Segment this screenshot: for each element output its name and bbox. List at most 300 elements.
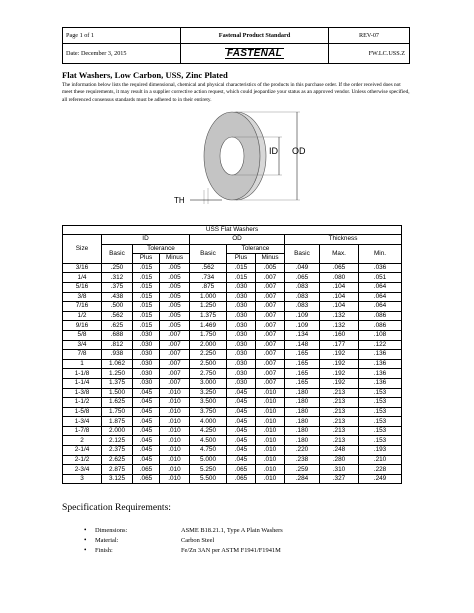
table-cell: .938 [102,350,133,360]
table-cell: .213 [320,407,359,417]
thickness-header: Thickness [285,235,402,245]
table-cell: .180 [285,436,320,446]
spec-item-finish [84,545,283,555]
table-cell: .010 [256,446,285,456]
spec-item-material [84,535,283,545]
table-cell: .238 [285,455,320,465]
thickness-basic-header: Basic [285,244,320,263]
document-date: Date: December 3, 2015 [63,44,181,64]
table-cell: .010 [256,388,285,398]
thickness-min-header: Min. [359,244,402,263]
table-cell: .010 [256,407,285,417]
table-cell: .010 [160,455,190,465]
table-cell: .015 [133,302,160,312]
spec-label: Finish: [95,546,113,554]
table-cell: .045 [133,398,160,408]
table-cell: 5.000 [190,455,227,465]
table-cell: .030 [133,330,160,340]
table-cell: .007 [256,340,285,350]
table-row [63,263,402,273]
table-cell: .180 [285,388,320,398]
table-cell: .109 [285,311,320,321]
table-cell: 1-1/4 [63,378,102,388]
table-cell: 2-1/2 [63,455,102,465]
table-cell: .213 [320,388,359,398]
table-row [63,302,402,312]
table-cell: .005 [160,311,190,321]
table-cell: 1-1/8 [63,369,102,379]
table-cell: .007 [256,302,285,312]
table-row [63,350,402,360]
table-cell: 1.625 [102,398,133,408]
table-body [63,263,402,484]
spec-label: Dimensions: [95,526,128,534]
table-cell: 1.375 [102,378,133,388]
table-cell: 1-7/8 [63,426,102,436]
th-label: TH [174,196,185,205]
table-cell: 1-3/8 [63,388,102,398]
table-cell: 9/16 [63,321,102,331]
table-cell: .010 [256,474,285,484]
table-cell: 7/8 [63,350,102,360]
table-cell: .109 [285,321,320,331]
table-cell: .327 [320,474,359,484]
table-cell: .007 [160,378,190,388]
table-cell: 1.875 [102,417,133,427]
spec-label: Material: [95,536,119,544]
table-cell: .045 [227,417,256,427]
table-row [63,321,402,331]
table-cell: .007 [160,350,190,360]
table-cell: 1.750 [190,330,227,340]
table-cell: .045 [227,446,256,456]
table-cell: .010 [160,474,190,484]
table-cell: .007 [160,340,190,350]
table-cell: 5/16 [63,282,102,292]
table-cell: .007 [256,369,285,379]
table-cell: .165 [285,369,320,379]
table-cell: .045 [133,446,160,456]
table-cell: .030 [133,359,160,369]
od-tolerance-header: Tolerance [227,244,285,254]
table-cell: .250 [102,263,133,273]
table-cell: 2-1/4 [63,446,102,456]
table-row [63,436,402,446]
washer-hole [220,137,244,175]
table-cell: 3.750 [190,407,227,417]
table-cell: 1-5/8 [63,407,102,417]
spec-list [84,525,283,555]
table-cell: .153 [359,426,402,436]
table-row [63,426,402,436]
table-cell: .064 [359,292,402,302]
table-cell: .180 [285,426,320,436]
table-cell: .010 [256,455,285,465]
table-cell: .007 [256,321,285,331]
logo-text: FASTENAL [226,48,283,59]
table-cell: .015 [133,263,160,273]
table-cell: .083 [285,302,320,312]
id-label: ID [269,146,278,156]
table-cell: .045 [133,455,160,465]
table-cell: .108 [359,330,402,340]
table-cell: .030 [133,378,160,388]
table-cell: 5.250 [190,465,227,475]
table-row [63,369,402,379]
table-cell: .010 [160,398,190,408]
table-cell: .051 [359,273,402,283]
table-cell: 3/8 [63,292,102,302]
table-cell: .562 [190,263,227,273]
table-cell: 1.500 [102,388,133,398]
table-cell: .007 [256,378,285,388]
table-cell: .177 [320,340,359,350]
table-cell: .045 [227,388,256,398]
table-row [63,292,402,302]
table-cell: .136 [359,378,402,388]
table-cell: 1/4 [63,273,102,283]
spec-value: ASME B18.21.1, Type A Plain Washers [181,526,283,534]
table-cell: 2.000 [102,426,133,436]
table-cell: .213 [320,398,359,408]
table-cell: .010 [160,426,190,436]
table-cell: .165 [285,378,320,388]
page-number: Page 1 of 1 [63,28,181,44]
table-cell: 3 [63,474,102,484]
revision: REV-07 [329,28,410,44]
table-cell: .007 [256,292,285,302]
table-cell: .213 [320,436,359,446]
table-cell: .180 [285,398,320,408]
table-cell: .249 [359,474,402,484]
table-row [63,388,402,398]
table-cell: .015 [227,263,256,273]
table-cell: .086 [359,321,402,331]
table-cell: .065 [227,465,256,475]
table-cell: .284 [285,474,320,484]
table-cell: .010 [160,417,190,427]
table-cell: .065 [133,474,160,484]
table-cell: .136 [359,369,402,379]
table-cell: 1.750 [102,407,133,417]
table-cell: .280 [320,455,359,465]
id-tolerance-header: Tolerance [133,244,190,254]
table-cell: .007 [256,273,285,283]
table-row [63,359,402,369]
table-cell: .005 [256,263,285,273]
table-cell: 2-3/4 [63,465,102,475]
id-basic-header: Basic [102,244,133,263]
table-cell: .015 [133,273,160,283]
table-cell: .007 [256,311,285,321]
table-row [63,465,402,475]
table-cell: 2.750 [190,369,227,379]
table-cell: .030 [133,350,160,360]
bullet: • [84,546,87,554]
page-title: Flat Washers, Low Carbon, USS, Zinc Plated [62,70,228,80]
table-cell: .045 [227,455,256,465]
table-cell: 1.000 [190,292,227,302]
document-number: FW.LC.USS.Z [329,44,410,64]
intro-paragraph: The information below lists the required dimensional, chemical and physical characteristics of the products in this purchase order. If the order received does not meet these requirements, it may result in a supplier corrective action request, which could jeopardize your status as an approved vendor. Unless otherwise specified, all referenced consensus standards must be adhered to in their entirety. [62,82,410,103]
table-cell: .213 [320,417,359,427]
table-cell: .045 [227,436,256,446]
table-cell: .030 [227,292,256,302]
table-cell: 1-3/4 [63,417,102,427]
table-cell: .065 [320,263,359,273]
table-cell: .010 [160,446,190,456]
table-cell: 5/8 [63,330,102,340]
table-cell: .045 [227,407,256,417]
table-row [63,273,402,283]
table-cell: .036 [359,263,402,273]
table-cell: .010 [160,407,190,417]
table-cell: .165 [285,350,320,360]
table-cell: .005 [160,302,190,312]
table-cell: .007 [256,350,285,360]
table-cell: .015 [133,292,160,302]
table-cell: .010 [160,388,190,398]
table-cell: .104 [320,282,359,292]
table-cell: .213 [320,426,359,436]
table-cell: .030 [227,302,256,312]
od-minus-header: Minus [256,254,285,264]
table-cell: .192 [320,369,359,379]
table-cell: 1-1/2 [63,398,102,408]
table-cell: 4.500 [190,436,227,446]
table-cell: 4.000 [190,417,227,427]
table-cell: .165 [285,359,320,369]
table-cell: .007 [256,282,285,292]
table-cell: .005 [160,273,190,283]
table-cell: 3.500 [190,398,227,408]
table-cell: .015 [227,273,256,283]
table-cell: .045 [133,436,160,446]
table-cell: .160 [320,330,359,340]
table-cell: 2.625 [102,455,133,465]
table-cell: .104 [320,292,359,302]
table-cell: .030 [227,378,256,388]
table-cell: .064 [359,302,402,312]
table-cell: .375 [102,282,133,292]
table-cell: .007 [160,359,190,369]
table-cell: 2.250 [190,350,227,360]
table-cell: .045 [227,398,256,408]
table-cell: .134 [285,330,320,340]
table-cell: 2.875 [102,465,133,475]
table-cell: .015 [133,311,160,321]
uss-flat-washers-table [62,225,402,484]
table-cell: .010 [256,436,285,446]
table-cell: .136 [359,359,402,369]
id-header: ID [102,235,190,245]
table-cell: .030 [227,282,256,292]
table-cell: .310 [320,465,359,475]
od-plus-header: Plus [227,254,256,264]
table-cell: .007 [160,369,190,379]
table-cell: .065 [133,465,160,475]
spec-value: Fe/Zn 3AN per ASTM F1941/F1941M [181,546,281,554]
table-cell: 2 [63,436,102,446]
table-cell: .007 [256,359,285,369]
table-cell: .045 [227,426,256,436]
table-cell: .030 [133,369,160,379]
table-cell: .812 [102,340,133,350]
table-cell: .132 [320,321,359,331]
table-cell: .010 [256,426,285,436]
table-cell: .030 [227,330,256,340]
table-cell: 3/16 [63,263,102,273]
id-minus-header: Minus [160,254,190,264]
table-cell: .015 [133,321,160,331]
table-cell: .010 [160,436,190,446]
table-row [63,282,402,292]
table-cell: 2.125 [102,436,133,446]
table-cell: 5.500 [190,474,227,484]
table-cell: .153 [359,388,402,398]
od-header: OD [190,235,285,245]
table-cell: .083 [285,282,320,292]
table-cell: 1.375 [190,311,227,321]
table-cell: .312 [102,273,133,283]
table-row [63,311,402,321]
table-cell: .104 [320,302,359,312]
table-row [63,446,402,456]
table-cell: .030 [227,369,256,379]
table-cell: 3/4 [63,340,102,350]
table-cell: .010 [256,398,285,408]
table-cell: .122 [359,340,402,350]
table-cell: .007 [160,330,190,340]
bullet: • [84,526,87,534]
table-cell: .734 [190,273,227,283]
table-cell: .192 [320,359,359,369]
table-cell: .015 [133,282,160,292]
table-cell: .153 [359,417,402,427]
table-cell: 1.062 [102,359,133,369]
table-cell: 2.375 [102,446,133,456]
table-cell: .030 [227,350,256,360]
table-row [63,474,402,484]
table-cell: 4.750 [190,446,227,456]
table-cell: .045 [133,417,160,427]
od-basic-header: Basic [190,244,227,263]
thickness-max-header: Max. [320,244,359,263]
spec-item-dimensions [84,525,283,535]
table-row [63,407,402,417]
table-cell: .136 [359,350,402,360]
table-cell: .005 [160,321,190,331]
standard-title: Fastenal Product Standard [181,28,329,44]
table-caption: USS Flat Washers [63,226,402,235]
table-cell: .030 [227,359,256,369]
table-cell: .010 [256,465,285,475]
table-cell: .065 [285,273,320,283]
table-cell: .030 [133,340,160,350]
table-cell: .438 [102,292,133,302]
bullet: • [84,536,87,544]
table-cell: 3.000 [190,378,227,388]
table-row [63,417,402,427]
od-label: OD [292,146,306,156]
table-cell: .005 [160,263,190,273]
table-row [63,340,402,350]
table-cell: .010 [160,465,190,475]
table-cell: .180 [285,407,320,417]
table-cell: 1.250 [190,302,227,312]
table-cell: .049 [285,263,320,273]
table-cell: .080 [320,273,359,283]
table-cell: .005 [160,282,190,292]
table-row [63,398,402,408]
table-row [63,330,402,340]
table-cell: .192 [320,350,359,360]
table-cell: .132 [320,311,359,321]
table-cell: .153 [359,398,402,408]
size-header: Size [63,235,102,264]
table-cell: .153 [359,407,402,417]
table-cell: .220 [285,446,320,456]
table-cell: .192 [320,378,359,388]
table-cell: .210 [359,455,402,465]
table-cell: .064 [359,282,402,292]
table-cell: .228 [359,465,402,475]
table-row [63,378,402,388]
table-cell: 1/2 [63,311,102,321]
table-cell: 3.125 [102,474,133,484]
table-cell: 1.250 [102,369,133,379]
table-cell: .193 [359,446,402,456]
spec-title: Specification Requirements: [62,502,171,513]
table-cell: .045 [133,426,160,436]
table-cell: .086 [359,311,402,321]
table-cell: .045 [133,407,160,417]
table-cell: 1 [63,359,102,369]
table-cell: .248 [320,446,359,456]
id-plus-header: Plus [133,254,160,264]
table-cell: .083 [285,292,320,302]
table-cell: .005 [160,292,190,302]
table-cell: 7/16 [63,302,102,312]
table-cell: 2.000 [190,340,227,350]
table-cell: 4.250 [190,426,227,436]
table-cell: 1.469 [190,321,227,331]
washer-drawing [160,108,320,208]
table-cell: .030 [227,340,256,350]
table-cell: .562 [102,311,133,321]
table-cell: .153 [359,436,402,446]
table-cell: .500 [102,302,133,312]
table-cell: .148 [285,340,320,350]
table-cell: .030 [227,321,256,331]
table-cell: 3.250 [190,388,227,398]
table-cell: .045 [133,388,160,398]
table-row [63,455,402,465]
table-cell: .625 [102,321,133,331]
table-cell: .030 [227,311,256,321]
table-cell: .180 [285,417,320,427]
table-cell: .065 [227,474,256,484]
document-header [62,27,410,64]
fastenal-logo [181,44,329,64]
table-cell: .007 [256,330,285,340]
table-cell: .688 [102,330,133,340]
spec-value: Carbon Steel [181,536,215,544]
table-cell: 2.500 [190,359,227,369]
table-cell: .259 [285,465,320,475]
table-cell: .875 [190,282,227,292]
table-cell: .010 [256,417,285,427]
